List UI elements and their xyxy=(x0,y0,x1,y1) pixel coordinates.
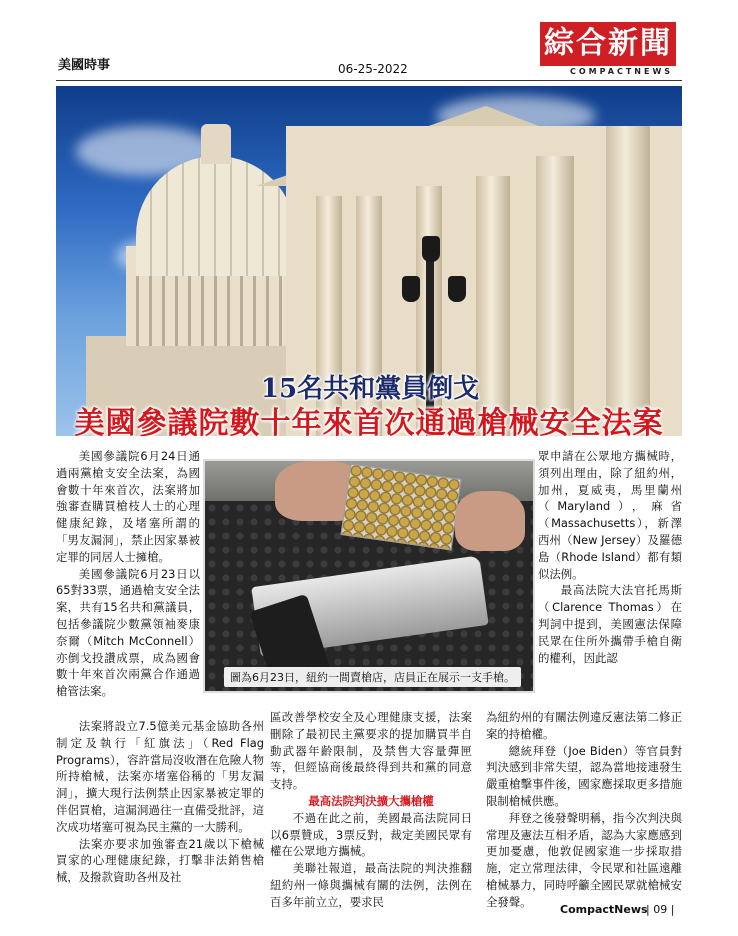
article-paragraph: 最高法院大法官托馬斯（Clarence Thomas）在判詞中提到，美國憲法保障民眾在住所外攜帶手槍自衛的權利，因此認 xyxy=(538,583,682,665)
section-tag: 美國時事 xyxy=(58,58,111,73)
photo-caption: 圖為6月23日，紐約一間賣槍店，店員正在展示一支手槍。 xyxy=(224,667,521,687)
sub-headline: 15名共和黨員倒戈 xyxy=(260,374,480,404)
page-number: | 09 | xyxy=(646,903,675,916)
article-column-2 xyxy=(270,709,472,911)
publication-logo-subtitle: COMPACTNEWS xyxy=(570,67,674,76)
article-paragraph: 美國參議院6月23日以65對33票，通過槍支安全法案，共有15名共和黨議員，包括參議院少數黨領袖麥康奈爾（Mitch McConnell）亦倒戈投讚成票，成為國會數十年來首次兩黨合作通過槍管法案。 xyxy=(56,566,200,699)
issue-date: 06-25-2022 xyxy=(338,62,408,76)
article-paragraph: 為紐約州的有關法例違反憲法第二修正案的持槍權。 xyxy=(486,710,682,741)
article-paragraph: 法案亦要求加強審查21歲以下槍械買家的心理健康紀錄，打擊非法銷售槍械，及撥款資助各州及社 xyxy=(56,836,264,885)
article-column-3-lower xyxy=(486,709,682,911)
article-column-1-lower xyxy=(56,718,264,886)
article-paragraph: 總統拜登（Joe Biden）等官員對判決感到非常失望，認為當地接連發生嚴重槍擊事件後，國家應採取更多措施限制槍械供應。 xyxy=(486,743,682,808)
header-rule xyxy=(56,80,682,81)
article-column-3 xyxy=(538,448,682,666)
article-paragraph: 區改善學校安全及心理健康支援，法案刪除了最初民主黨要求的提加購買半自動武器年齡限制，及禁售大容量彈匣等，但經協商後最終得到共和黨的同意支持。 xyxy=(270,710,472,792)
article-paragraph: 拜登之後發聲明稱，指今次判決與常理及憲法互相矛盾，認為大家應感到更加憂慮，他敦促國家進一步採取措施，定立常理法律，令民眾和社區遠離槍械暴力，同時呼籲全國民眾就槍械安全發聲。 xyxy=(486,810,682,909)
article-paragraph: 美國參議院6月24日通過兩黨槍支安全法案，為國會數十年來首次，法案將加強審查購買槍枝人士的心理健康紀錄，及堵塞所謂的「男友漏洞」，禁止因家暴被定罪的同居人士擁槍。 xyxy=(56,449,200,564)
footer-brand: CompactNews xyxy=(560,903,648,916)
article-paragraph: 不過在此之前，美國最高法院同日以6票贊成，3票反對，裁定美國民眾有權在公眾地方攜械。 xyxy=(270,810,472,859)
main-headline: 美國參議院數十年來首次通過槍械安全法案 xyxy=(74,406,664,441)
article-column-1 xyxy=(56,448,200,700)
article-paragraph: 眾申請在公眾地方攜械時，須列出理由，除了紐約州，加州，夏威夷，馬里蘭州（Maryland），麻省（Massachusetts），新澤西州（New Jersey）及羅德島（Rhode Island）都有類似法例。 xyxy=(538,449,682,581)
inset-photo-handgun xyxy=(203,459,535,693)
article-paragraph: 美聯社報道，最高法院的判決推翻紐約州一條與攜械有關的法例，法例在百多年前立立，要求民 xyxy=(270,861,472,909)
article-subhead: 最高法院判決擴大攜槍權 xyxy=(308,793,434,808)
article-paragraph: 法案將設立7.5億美元基金協助各州制定及執行「紅旗法」（Red Flag Programs），容許當局沒收潛在危險人物所持槍械，法案亦堵塞俗稱的「男友漏洞」，擴大現行法例禁止因家暴被定罪的伴侶買槍，這漏洞過往一直備受批評，這次成功堵塞可視為民主黨的一大勝利。 xyxy=(56,719,264,834)
publication-logo: 綜合新聞 xyxy=(540,22,676,66)
